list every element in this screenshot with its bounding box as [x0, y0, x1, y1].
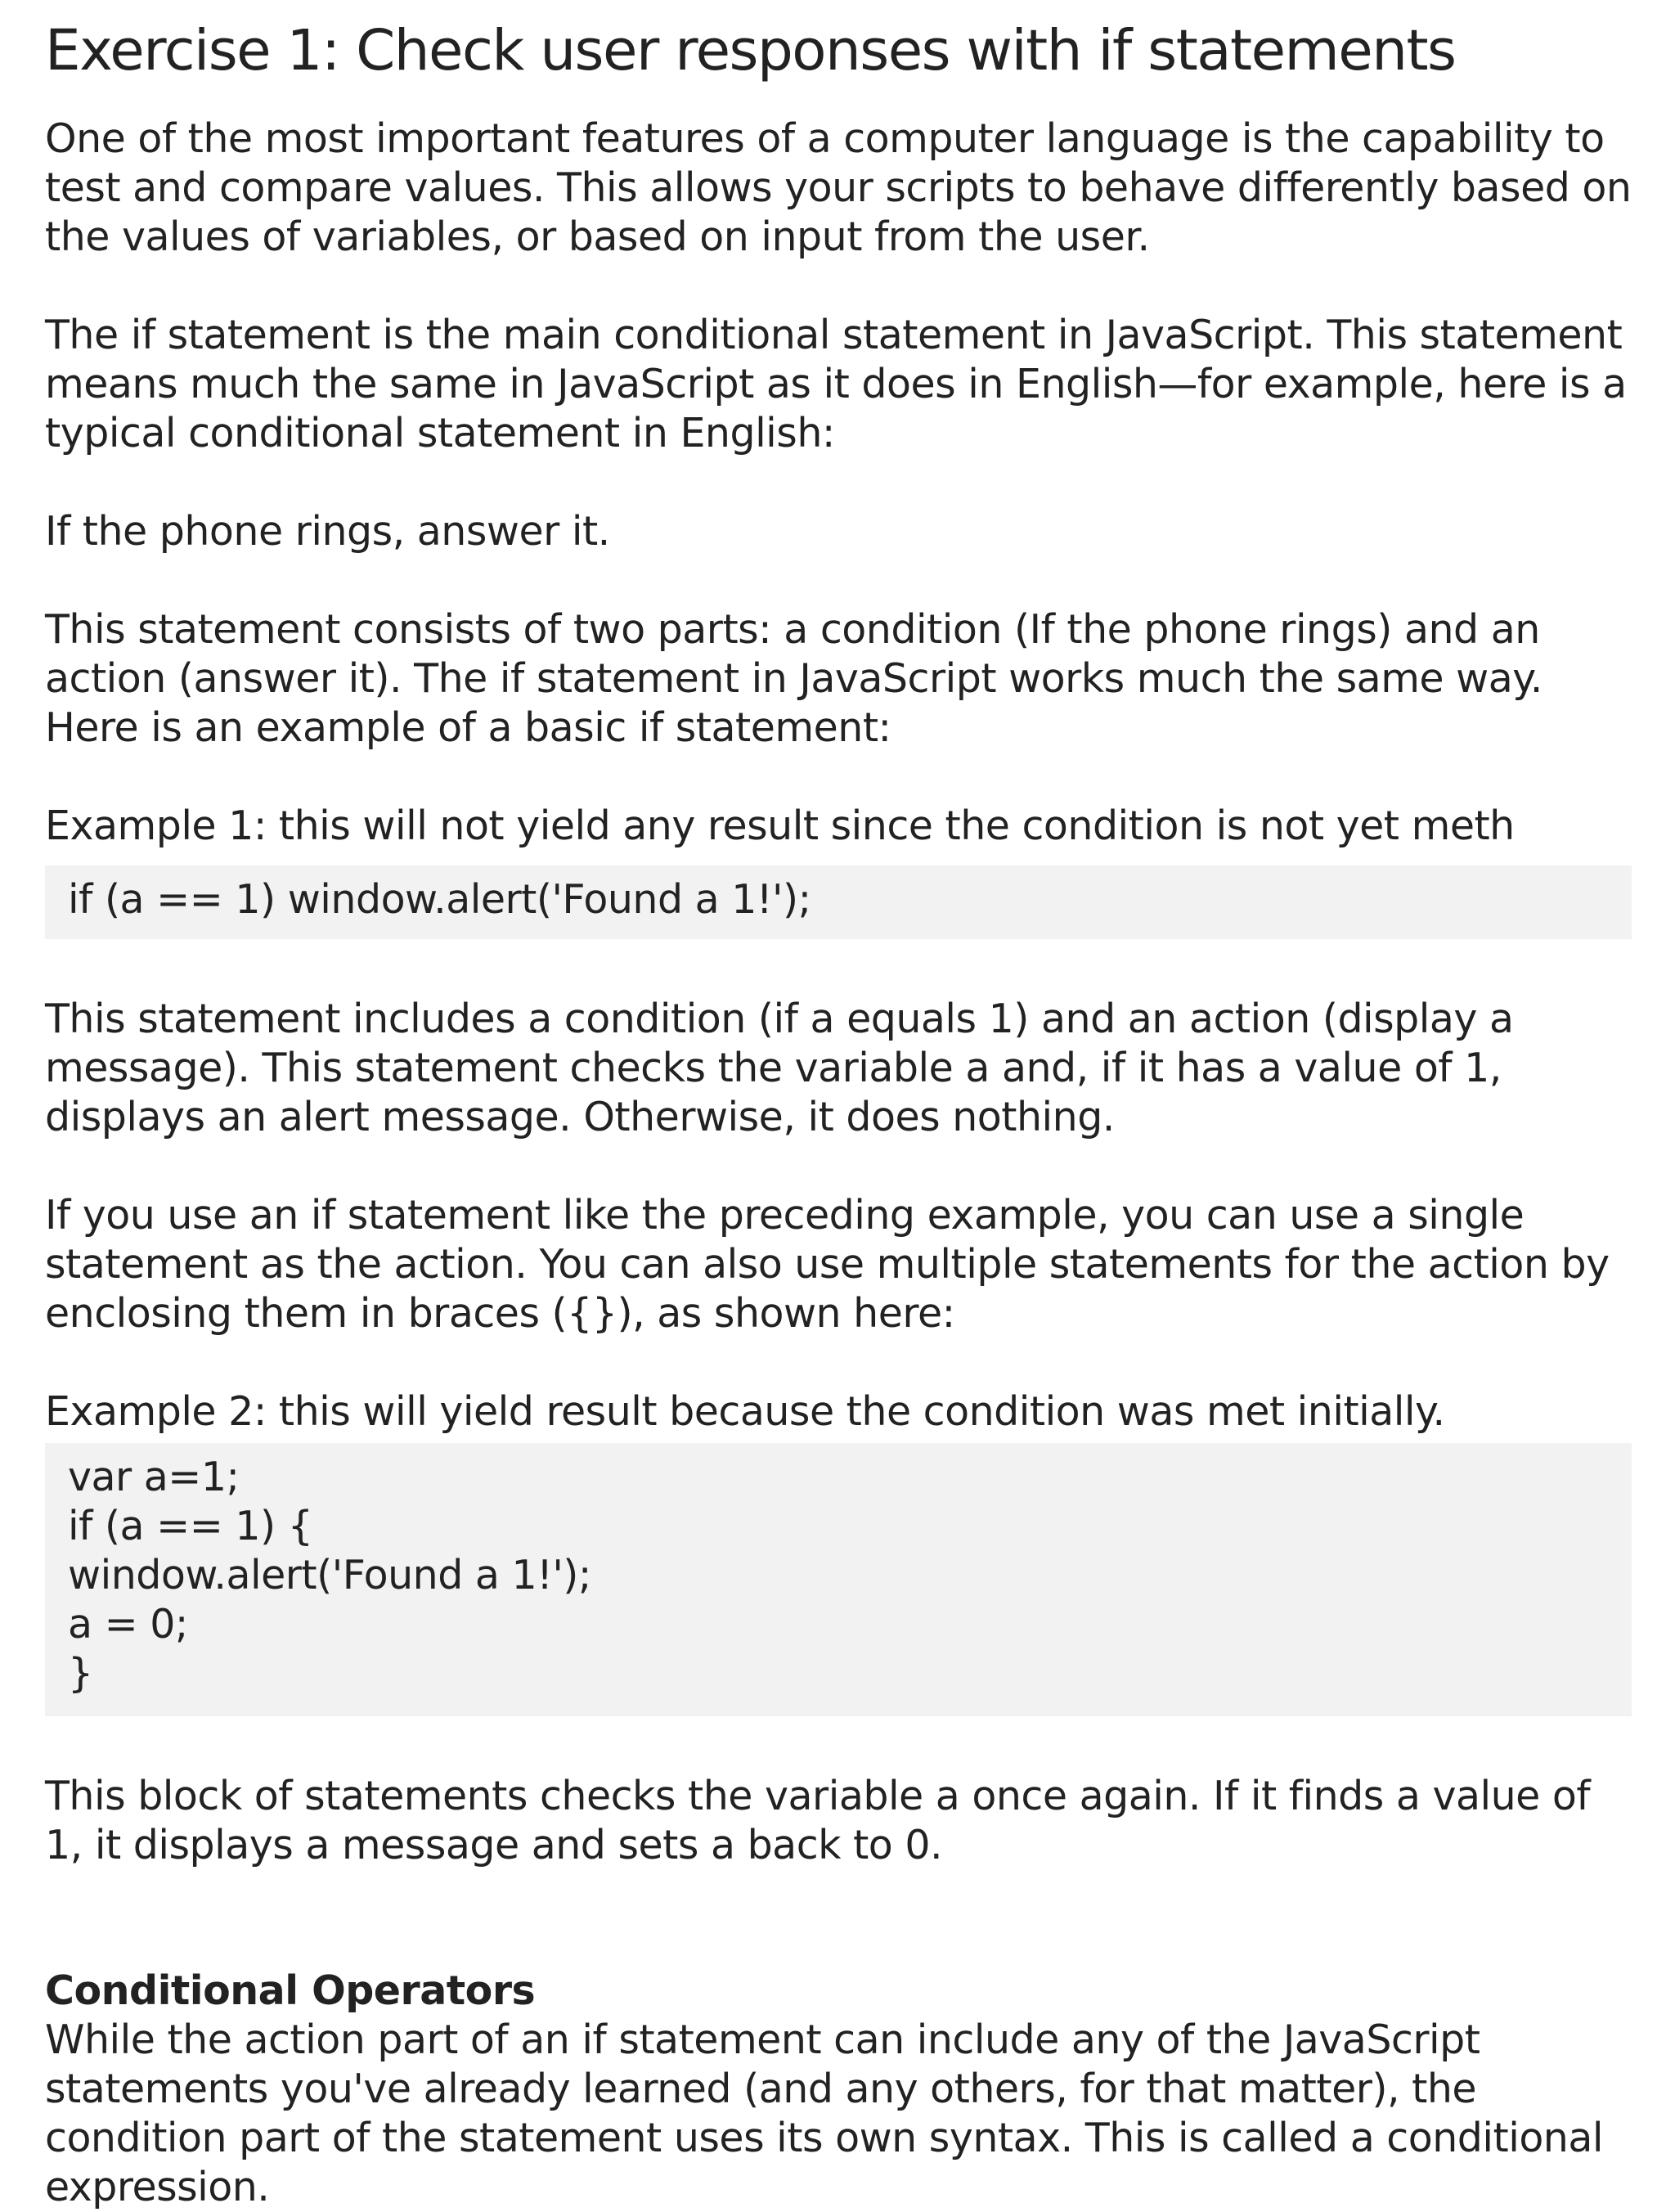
- conditional-operators-paragraph: While the action part of an if statement can include any of the JavaScript statements you've already learned (and any others, for that matter), the condition part of the statement uses its own syntax. This is called a conditional expression.: [45, 2016, 1604, 2210]
- code-line: if (a == 1) {: [68, 1503, 313, 1549]
- document-page: [45, 16, 1632, 2212]
- page-title: Exercise 1: Check user responses with if statements: [45, 18, 1456, 83]
- code-line: if (a == 1) window.alert('Found a 1!');: [68, 876, 811, 923]
- conditional-operators-heading: Conditional Operators: [45, 1967, 536, 2014]
- example-2-code-block: [45, 1443, 1632, 1716]
- if-statement-paragraph: The if statement is the main conditional statement in JavaScript. This statement means much the same in JavaScript as it does in English—for example, here is a typical conditional statement in English:: [45, 312, 1627, 456]
- multiple-statements-paragraph: If you use an if statement like the preceding example, you can use a single statement as the action. You can also use multiple statements for the action by enclosing them in braces ({}), as shown here:: [45, 1192, 1610, 1337]
- includes-paragraph: This statement includes a condition (if a equals 1) and an action (display a message). This statement checks the variable a and, if it has a value of 1, displays an alert message. Otherwise, it does nothing.: [45, 996, 1514, 1140]
- example-1-code-block: [45, 865, 1632, 939]
- example-2-label: Example 2: this will yield result because the condition was met initially.: [45, 1388, 1445, 1435]
- block-paragraph: This block of statements checks the variable a once again. If it finds a value of 1, it displays a message and sets a back to 0.: [45, 1773, 1591, 1868]
- code-line: }: [68, 1650, 93, 1697]
- code-line: a = 0;: [68, 1601, 188, 1648]
- two-parts-paragraph: This statement consists of two parts: a condition (If the phone rings) and an action (answer it). The if statement in JavaScript works much the same way. Here is an example of a basic if statement:: [45, 606, 1543, 751]
- intro-paragraph: One of the most important features of a computer language is the capability to test and compare values. This allows your scripts to behave differently based on the values of variables, or based on input from the user.: [45, 115, 1632, 260]
- example-1-label: Example 1: this will not yield any result since the condition is not yet meth: [45, 803, 1515, 849]
- code-line: var a=1;: [68, 1454, 240, 1500]
- phone-example-paragraph: If the phone rings, answer it.: [45, 508, 610, 555]
- code-line: window.alert('Found a 1!');: [68, 1552, 591, 1598]
